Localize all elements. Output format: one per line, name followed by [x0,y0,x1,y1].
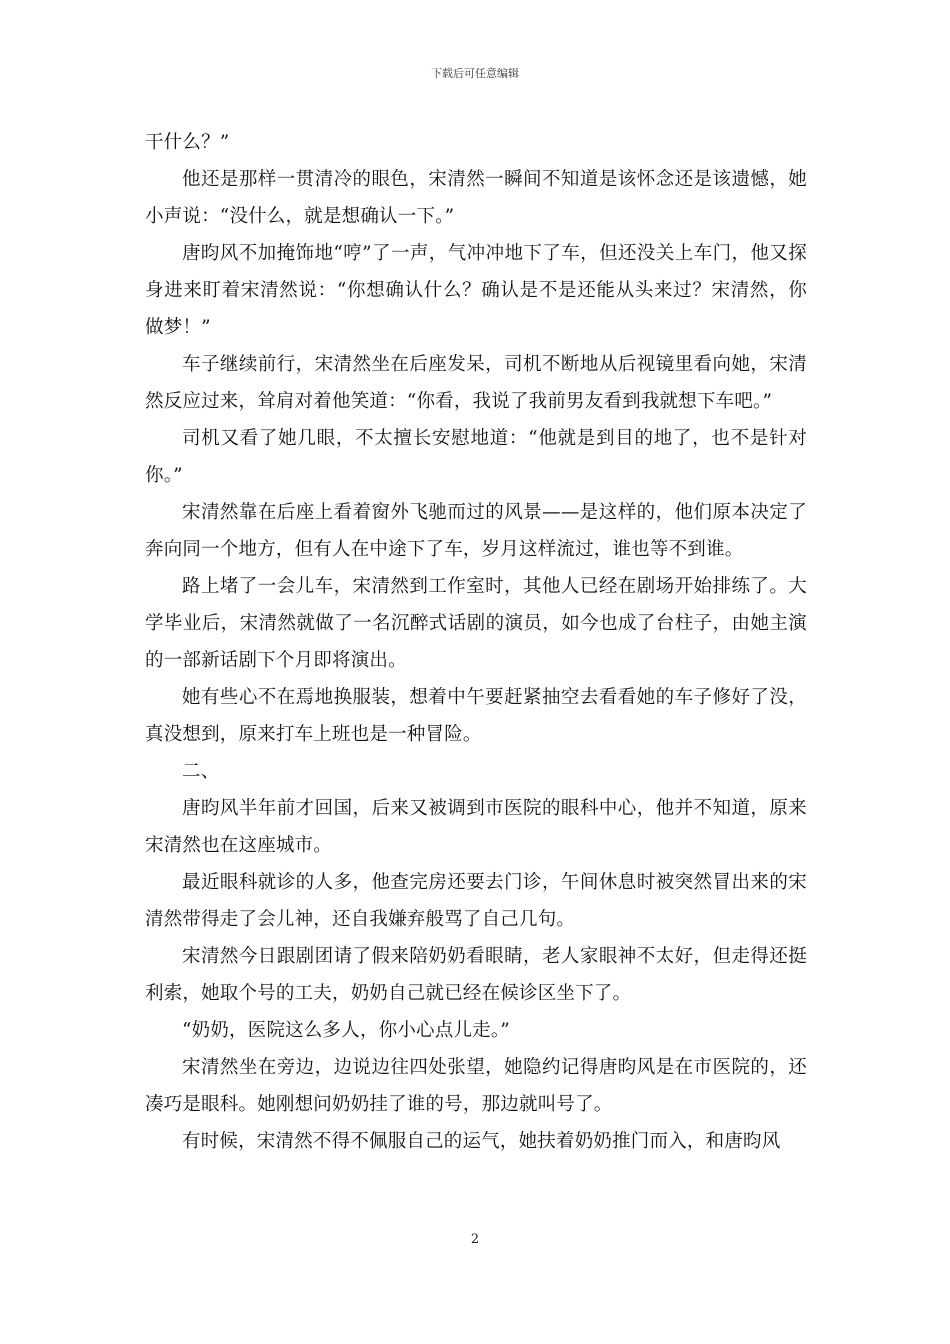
paragraph: 路上堵了一会儿车，宋清然到工作室时，其他人已经在剧场开始排练了。大学毕业后，宋清然就做了一名沉醉式话剧的演员，如今也成了台柱子，由她主演的一部新话剧下个月即将演出。 [145,576,807,671]
paragraph: 她有些心不在焉地换服装，想着中午要赶紧抽空去看看她的车子修好了没，真没想到，原来打车上班也是一种冒险。 [145,687,807,745]
page-header: 下载后可任意编辑 [431,67,519,80]
paragraph: 司机又看了她几眼，不太擅长安慰地道：“他就是到目的地了，也不是针对你。” [145,428,807,486]
body-text [145,124,807,1160]
paragraph: 宋清然坐在旁边，边说边往四处张望，她隐约记得唐昀风是在市医院的，还凑巧是眼科。她刚想问奶奶挂了谁的号，那边就叫号了。 [145,1057,807,1115]
paragraph: 干什么？” [145,132,230,153]
paragraph: 宋清然今日跟剧团请了假来陪奶奶看眼睛，老人家眼神不太好，但走得还挺利索，她取个号的工夫，奶奶自己就已经在候诊区坐下了。 [145,946,807,1004]
page-number: 2 [470,1232,480,1247]
paragraph: 唐昀风半年前才回国，后来又被调到市医院的眼科中心，他并不知道，原来宋清然也在这座城市。 [145,798,807,856]
paragraph: 他还是那样一贯清冷的眼色，宋清然一瞬间不知道是该怀念还是该遗憾，她小声说：“没什么，就是想确认一下。” [145,169,807,227]
section-heading: 二、 [182,761,220,782]
paragraph: 车子继续前行，宋清然坐在后座发呆，司机不断地从后视镜里看向她，宋清然反应过来，耸肩对着他笑道：“你看，我说了我前男友看到我就想下车吧。” [145,354,807,412]
paragraph: “奶奶，医院这么多人，你小心点儿走。” [182,1020,510,1041]
paragraph: 最近眼科就诊的人多，他查完房还要去门诊，午间休息时被突然冒出来的宋清然带得走了会儿神，还自我嫌弃般骂了自己几句。 [145,872,807,930]
paragraph: 有时候，宋清然不得不佩服自己的运气，她扶着奶奶推门而入，和唐昀风 [182,1131,781,1152]
paragraph: 宋清然靠在后座上看着窗外飞驰而过的风景——是这样的，他们原本决定了奔向同一个地方，但有人在中途下了车，岁月这样流过，谁也等不到谁。 [145,502,807,560]
paragraph: 唐昀风不加掩饰地“哼”了一声，气冲冲地下了车，但还没关上车门，他又探身进来盯着宋清然说：“你想确认什么？确认是不是还能从头来过？宋清然，你做梦！” [145,243,807,338]
